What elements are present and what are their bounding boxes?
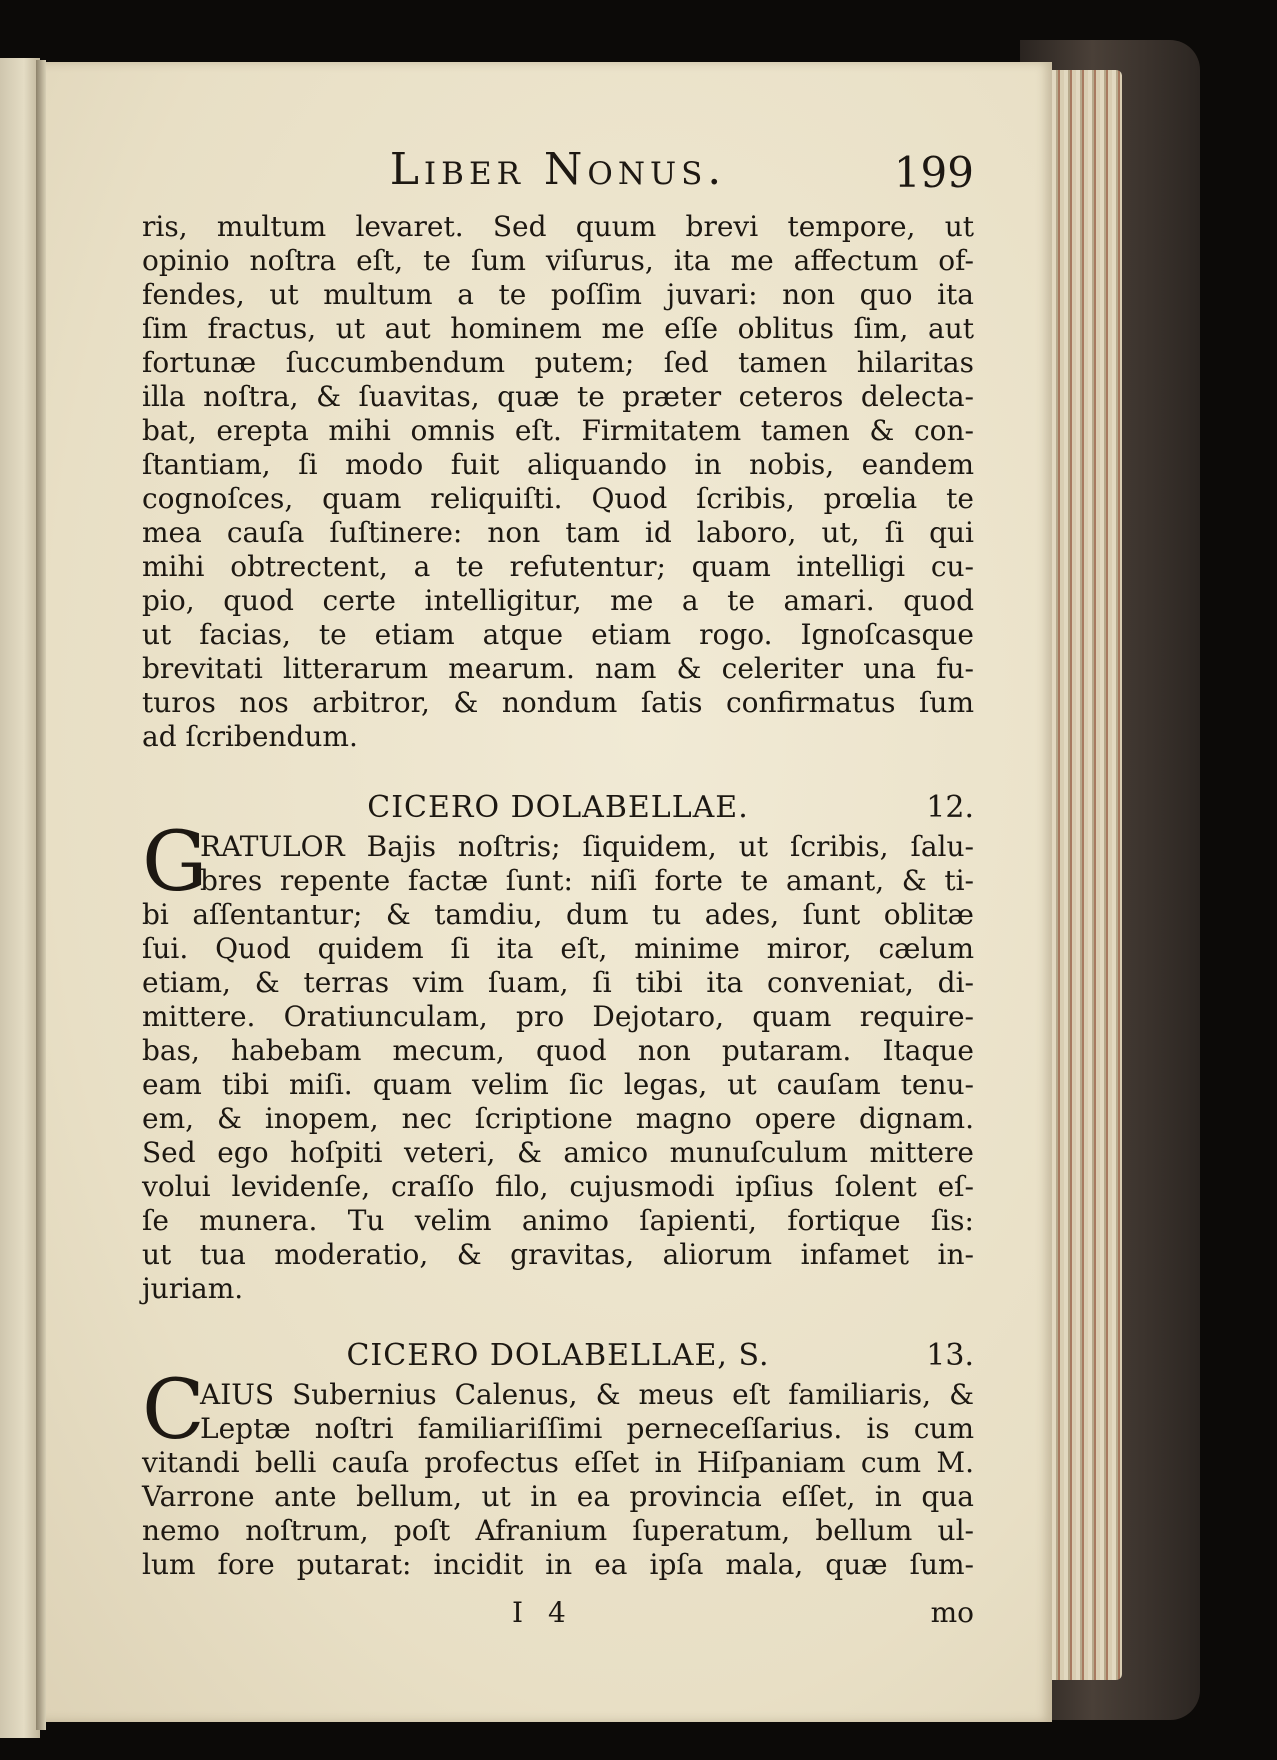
text-line: AIUS Subernius Calenus, & meus eſt familiaris, & [200,1378,974,1411]
text-line: juriam. [142,1272,244,1305]
text-line: ſe munera. Tu velim animo ſapienti, fortique ſis: [142,1204,974,1237]
text-line: ſim fractus, ut aut hominem me eſſe oblitus ſim, aut [142,312,974,345]
text-line: Sed ego hoſpiti veteri, & amico munuſculum mittere [142,1136,974,1169]
text-line: vitandi belli cauſa profectus eſſet in Hiſpaniam cum M. [142,1446,974,1479]
text-line: bas, habebam mecum, quod non putaram. Itaque [142,1034,974,1067]
page-edges [1040,70,1122,1680]
text-line: lum fore putarat: incidit in ea ipſa mala, quæ ſum- [142,1548,974,1581]
text-line: fortunæ ſuccumbendum putem; ſed tamen hilaritas [142,346,974,379]
letter-13-number: 13. [926,1338,974,1373]
letter-12-number: 12. [926,790,974,825]
letter-13-body [142,1363,974,1582]
text-line: bres repente factæ ſunt: niſi forte te amant, & ti- [200,864,974,897]
text-line: mihi obtrectent, a te refutentur; quam intelligi cu- [142,550,974,583]
running-head-title: Liber Nonus. [389,144,727,195]
text-line: ris, multum levaret. Sed quum brevi tempore, ut [142,210,974,243]
text-line: pio, quod certe intelligitur, me a te amari. quod [142,584,974,617]
text-line: brevitati litterarum mearum. nam & celeriter una fu- [142,652,974,685]
letter-13-title: CICERO DOLABELLAE, S. [346,1338,770,1373]
text-line: illa noſtra, & ſuavitas, quæ te præter ceteros delecta- [142,380,974,413]
letter-13-heading [142,1338,974,1378]
letter-12-title: CICERO DOLABELLAE. [367,790,749,825]
text-line: nemo noſtrum, poſt Afranium ſuperatum, bellum ul- [142,1514,974,1547]
book-gutter [36,60,46,1730]
page-footer [142,1596,974,1630]
text-line: em, & inopem, nec ſcriptione magno opere dignam. [142,1102,974,1135]
text-line: fendes, ut multum a te poſſim juvari: non quo ita [142,278,974,311]
text-line: turos nos arbitror, & nondum ſatis confirmatus ſum [142,686,974,719]
letter-12-heading [142,790,974,830]
text-line: mittere. Oratiunculam, pro Dejotaro, quam require- [142,1000,974,1033]
running-head [142,144,974,204]
text-line: Varrone ante bellum, ut in ea provincia eſſet, in qua [142,1480,974,1513]
letter-12-body [142,815,974,1306]
text-line: bat, erepta mihi omnis eſt. Firmitatem tamen & con- [142,414,974,447]
text-line: bi aſſentantur; & tamdiu, dum tu ades, ſunt oblitæ [142,898,974,931]
text-line: ſui. Quod quidem ſi ita eſt, minime miror, cælum [142,932,974,965]
text-line: eam tibi miſi. quam velim ſic legas, ut cauſam tenu- [142,1068,974,1101]
text-line: mea cauſa ſuſtinere: non tam id laboro, ut, ſi qui [142,516,974,549]
letter-12-dropcap: G [142,815,208,910]
page-number: 199 [893,148,974,197]
book-page [42,62,1052,1722]
text-line: ut facias, te etiam atque etiam rogo. Ignoſcasque [142,618,974,651]
text-line: etiam, & terras vim ſuam, ſi tibi ita conveniat, di- [142,966,974,999]
signature-mark: I 4 [512,1596,574,1629]
text-line: ſtantiam, ſi modo fuit aliquando in nobis, eandem [142,448,974,481]
catchword: mo [930,1596,974,1629]
left-page-edge [0,58,40,1738]
text-line: opinio noſtra eſt, te ſum viſurus, ita me affectum of- [142,244,974,277]
text-line: cognoſces, quam reliquiſti. Quod ſcribis, prœlia te [142,482,974,515]
letter-13-dropcap: C [142,1363,205,1458]
paragraph-continuation [142,210,974,754]
text-line: ut tua moderatio, & gravitas, aliorum infamet in- [142,1238,974,1271]
text-line: RATULOR Bajis noſtris; ſiquidem, ut ſcribis, ſalu- [200,830,974,863]
text-line: volui levidenſe, craſſo filo, cujusmodi ipſius ſolent eſ- [142,1170,974,1203]
text-line: ad ſcribendum. [142,720,358,753]
text-line: Leptæ noſtri familiariſſimi perneceſſarius. is cum [200,1412,974,1445]
